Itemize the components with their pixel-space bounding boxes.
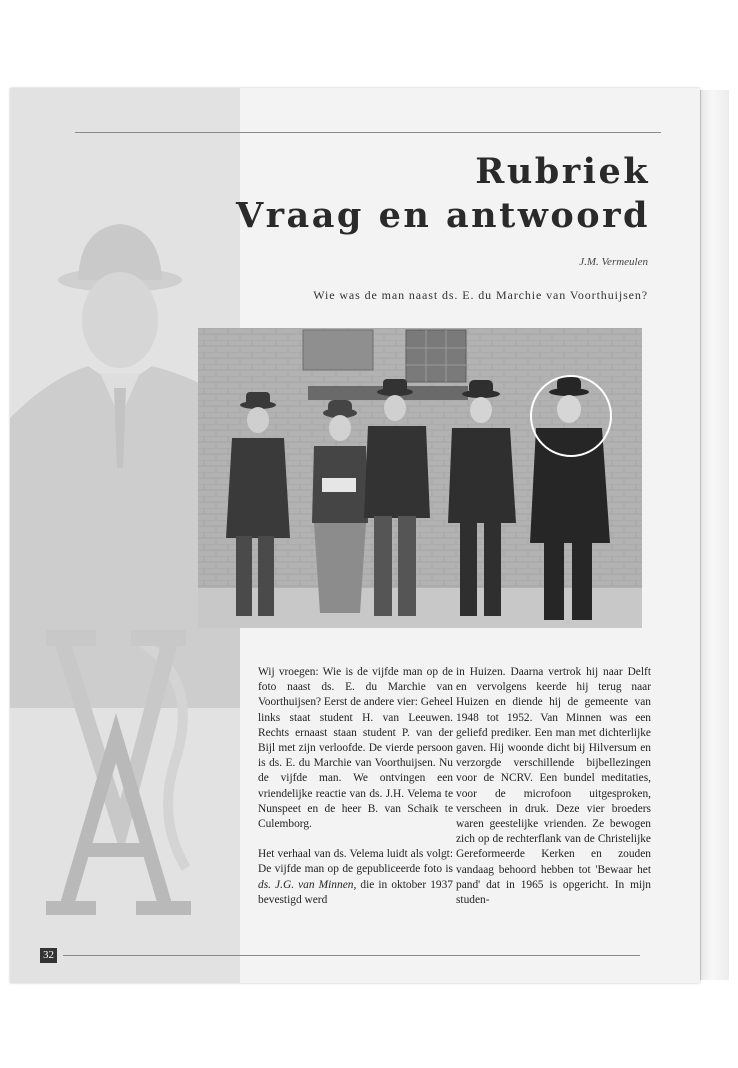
body-paragraph-2	[258, 847, 453, 908]
question-subtitle: Wie was de man naast ds. E. du Marchie van Voorthuijsen?	[313, 288, 648, 302]
page-number: 32	[40, 948, 57, 963]
title-line-1: Rubriek	[475, 151, 650, 192]
body-paragraph-1: Wij vroegen: Wie is de vijfde man op de foto naast ds. E. du Marchie van Voorthuijsen? Eerst de andere vier: Geheel links staat student H. van Leeuwen. Rechts ernaast staan student P. van der Bijl met zijn verloofde. De vierde persoon is ds. E. du Marchie van Voorthuijsen. Nu de vijfde man. We ontvingen een vriendelijke reactie van ds. J.H. Velema te Nunspeet en de heer B. van Schaik te Culemborg.	[258, 666, 453, 831]
article-title	[236, 150, 650, 238]
body-paragraph-2-start: Het verhaal van ds. Velema luidt als volgt: De vijfde man op de gepubliceerde foto is	[258, 848, 453, 876]
dropcap-text: VA	[26, 618, 28, 619]
title-line-2: Vraag en antwoord	[235, 195, 650, 236]
group-photo	[198, 328, 642, 628]
body-column-left	[258, 665, 453, 908]
body-column-right	[456, 665, 651, 908]
decorative-initials	[26, 618, 206, 918]
body-paragraph-3: in Huizen. Daarna vertrok hij naar Delft en vervolgens keerde hij terug naar Huizen en diende hij de gemeente van 1948 tot 1952. Van Minnen was een geliefd prediker. Een man met dichterlijke gaven. Hij woonde dicht bij Hilversum en verzorgde verschillende bijbellezingen voor de NCRV. Een bundel meditaties, voor de microfoon uitgesproken, verscheen in druk. Deze vier broeders waren geestelijke vrienden. Ze bewogen zich op de rechterflank van de Christelijke Gereformeerde Kerken en zouden vandaag behoord hebben tot 'Bewaar het pand' dat in 1965 is opgericht. In mijn studen-	[456, 666, 651, 907]
magazine-page	[10, 88, 700, 983]
group-photo-image	[198, 328, 642, 628]
page-edge	[700, 90, 729, 980]
body-paragraph-2-name: ds. J.G. van Minnen,	[258, 878, 357, 891]
author-byline: J.M. Vermeulen	[579, 256, 648, 268]
body-paragraph-2-end: die in oktober 1937 bevestigd werd	[258, 878, 453, 906]
bottom-rule	[63, 955, 640, 956]
top-rule	[75, 132, 661, 133]
